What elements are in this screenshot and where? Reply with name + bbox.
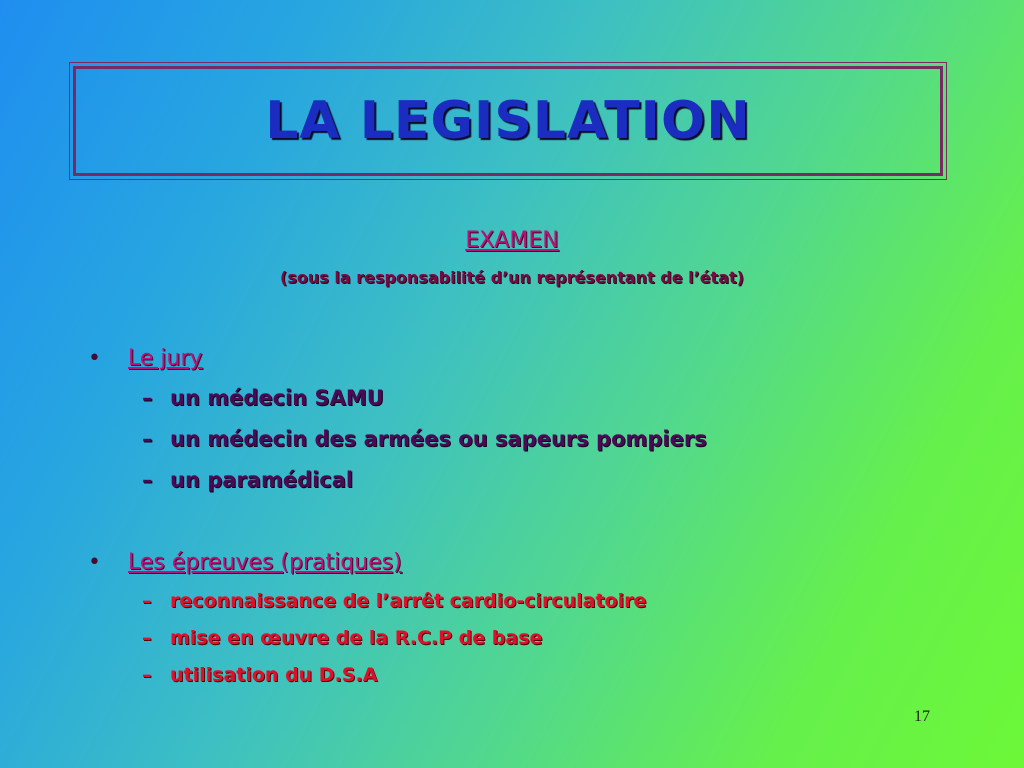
section-epreuves — [84, 550, 984, 701]
bullet-row — [84, 550, 984, 590]
section-title-epreuves: Les épreuves (pratiques) — [128, 550, 402, 575]
section-jury — [84, 346, 984, 509]
section-title-jury: Le jury — [128, 346, 203, 371]
list-item — [84, 664, 984, 701]
examen-heading: EXAMEN — [465, 228, 559, 253]
dash-icon: – — [142, 468, 153, 492]
list-item-text: un médecin des armées ou sapeurs pompiers — [170, 427, 707, 451]
slide-title: LA LEGISLATION — [265, 91, 751, 151]
list-item — [84, 468, 984, 509]
list-item-text: un paramédical — [170, 468, 354, 492]
list-item-text: un médecin SAMU — [170, 386, 384, 410]
dash-icon: – — [142, 590, 152, 612]
epreuves-list — [84, 590, 984, 701]
title-frame — [73, 66, 943, 176]
list-item — [84, 590, 984, 627]
bullet-icon: • — [88, 346, 101, 371]
examen-subtitle: (sous la responsabilité d’un représentant de l’état) — [280, 268, 744, 287]
list-item-text: mise en œuvre de la R.C.P de base — [170, 627, 543, 649]
dash-icon: – — [142, 427, 153, 451]
bullet-icon: • — [88, 550, 101, 575]
bullet-row — [84, 346, 984, 386]
jury-list — [84, 386, 984, 509]
list-item — [84, 386, 984, 427]
list-item — [84, 627, 984, 664]
dash-icon: – — [142, 627, 152, 649]
list-item — [84, 427, 984, 468]
dash-icon: – — [142, 664, 152, 686]
page-number: 17 — [914, 708, 930, 725]
dash-icon: – — [142, 386, 153, 410]
list-item-text: utilisation du D.S.A — [170, 664, 378, 686]
list-item-text: reconnaissance de l’arrêt cardio-circulatoire — [170, 590, 647, 612]
